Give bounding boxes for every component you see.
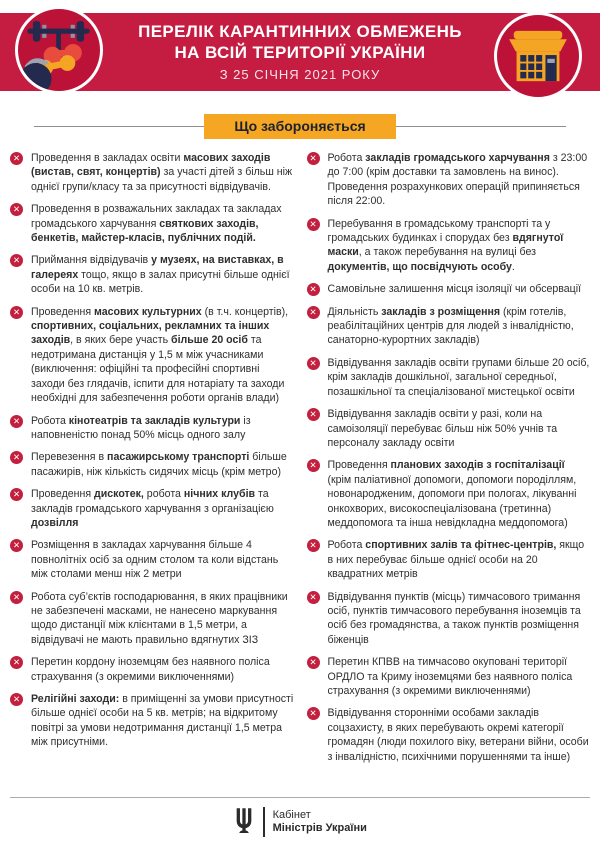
- restriction-item: [307, 538, 591, 581]
- restriction-item: [307, 305, 591, 348]
- restriction-item: [307, 217, 591, 275]
- restriction-item: [307, 151, 591, 209]
- restriction-item: [10, 450, 294, 479]
- page-subtitle: З 25 СІЧНЯ 2021 РОКУ: [219, 67, 381, 82]
- restriction-text: Проведення планових заходів з госпіталізації (крім паліативної допомоги, допомоги породіллям, новонародженим, допомоги при пологах, лікуванні онкохворих, високоспеціалізована (третинна) меддопомога та інша невідкладна меддопомога): [327, 459, 577, 529]
- left-column: [10, 151, 294, 797]
- restriction-item: [307, 590, 591, 648]
- header-banner: [0, 13, 600, 91]
- prohibited-icon: ✕: [10, 539, 23, 552]
- page-title-line2: НА ВСІЙ ТЕРИТОРІЇ УКРАЇНИ: [174, 43, 426, 62]
- restriction-text: Робота суб’єктів господарювання, в яких працівники не забезпечені масками, не нанесено маркування щодо дистанції між клієнтами в 1,5 метри, а відвідувачі не мають правильно вдягнутих ЗІЗ: [31, 590, 288, 646]
- restriction-text: Самовільне залишення місця ізоляції чи обсервації: [327, 283, 582, 296]
- restriction-text: Робота спортивних залів та фітнес-центрів, якщо в них перебуває більше однієї особи на 20 квадратних метрів: [327, 539, 585, 581]
- prohibited-icon: ✕: [10, 488, 23, 501]
- restriction-text: Робота кінотеатрів та закладів культури із наповненістю понад 50% місць одного залу: [31, 414, 251, 441]
- prohibited-icon: ✕: [307, 591, 320, 604]
- prohibited-icon: ✕: [307, 306, 320, 319]
- footer-org-line1: Кабінет: [272, 808, 311, 821]
- restriction-text: Розміщення в закладах харчування більше 4 повнолітніх осіб за одним столом та коли відстань між столами менш ніж 2 метри: [31, 539, 279, 581]
- restriction-text: Перетин кордону іноземцям без наявного поліса страхування (з окремими виключеннями): [31, 656, 270, 683]
- restriction-item: [10, 538, 294, 581]
- prohibited-icon: ✕: [307, 656, 320, 669]
- restriction-text: Перебування в громадському транспорті та у громадських будинках і спорудах без вдягнутої маски, а також перебування на вулиці без документів, що посвідчують особу.: [327, 217, 564, 273]
- restriction-item: [10, 590, 294, 648]
- prohibited-icon: ✕: [10, 415, 23, 428]
- restriction-item: [10, 202, 294, 245]
- restriction-text: Проведення дискотек, робота нічних клубів та закладів громадського харчування з організацією дозвілля: [31, 488, 274, 529]
- restriction-text: Відвідування закладів освіти групами більше 20 осіб, крім закладів дошкільної, загальної середньої, позашкільної та спеціалізованої мистецької освіти: [327, 356, 590, 398]
- header-titles: [120, 21, 480, 82]
- footer-divider: [263, 807, 265, 837]
- prohibited-icon: ✕: [10, 254, 23, 267]
- footer: [10, 797, 590, 849]
- prohibited-icon: ✕: [307, 408, 320, 421]
- restriction-item: [10, 253, 294, 296]
- restriction-text: Перетин КПВВ на тимчасово окуповані території ОРДЛО та Криму іноземцями без наявного поліса страхування (з окремими виключеннями): [327, 656, 573, 697]
- restriction-item: [10, 151, 294, 194]
- restriction-text: Приймання відвідувачів у музеях, на виставках, в галереях тощо, якщо в залах присутні більше однієї особи на 10 кв. метрів.: [31, 254, 290, 296]
- prohibited-icon: ✕: [307, 218, 320, 231]
- prohibited-icon: ✕: [10, 656, 23, 669]
- restriction-item: [307, 282, 591, 296]
- prohibited-icon: ✕: [10, 451, 23, 464]
- footer-org-line2: Міністрів України: [272, 822, 367, 834]
- restriction-text: Відвідування сторонніми особами закладів соцзахисту, в яких перебувають окремі категорії громадян (люди похилого віку, ветерани війни, особи з інвалідністю, психічними порушеннями та інше): [327, 707, 589, 763]
- restriction-text: Відвідування закладів освіти у разі, коли на самоізоляції перебуває більш ніж 50% учнів та персоналу закладу освіти: [327, 408, 558, 449]
- prohibited-icon: ✕: [307, 283, 320, 296]
- prohibited-icon: ✕: [10, 306, 23, 319]
- restriction-item: [307, 458, 591, 530]
- restriction-text: Релігійні заходи: в приміщенні за умови присутності більше однієї особи на 5 кв. метрів; на відкритому повітрі за умови недотримання дистанції 1,5 метра між присутніми.: [31, 693, 294, 749]
- restriction-text: Перевезення в пасажирському транспорті більше пасажирів, ніж кількість сидячих місць (крім метро): [31, 451, 287, 478]
- restriction-text: Відвідування пунктів (місць) тимчасового тримання осіб, пунктів тимчасового перебування іноземців та осіб без громадянства, а також пунктів розміщення біженців: [327, 590, 581, 646]
- prohibited-icon: ✕: [10, 591, 23, 604]
- gym-equipment-icon: [15, 6, 103, 94]
- restriction-item: [307, 706, 591, 764]
- section-head: [0, 114, 600, 139]
- restriction-item: [307, 655, 591, 698]
- restriction-text: Робота закладів громадського харчування з 23:00 до 7:00 (крім доставки та замовлень на винос). Проведення розрахункових операцій припиняється після 22:00.: [327, 152, 588, 208]
- restriction-text: Проведення масових культурних (в т.ч. концертів), спортивних, соціальних, рекламних та інших заходів, в яких бере участь більше 20 осіб та недотримана дистанція у 1,5 м між учасниками (виключення: офіційні та професійні спортивні заходи без глядачів, іспити для нотаріату та заходи необхідні для забезпечення роботи органів влади): [31, 305, 289, 405]
- footer-org: [273, 809, 367, 836]
- restriction-item: [10, 655, 294, 684]
- page-title-line1: ПЕРЕЛІК КАРАНТИННИХ ОБМЕЖЕНЬ: [138, 22, 462, 41]
- restriction-item: [10, 692, 294, 750]
- prohibited-icon: ✕: [307, 707, 320, 720]
- right-column: [307, 151, 591, 797]
- tryzub-icon: [233, 807, 255, 837]
- prohibited-icon: ✕: [10, 152, 23, 165]
- storefront-icon: [494, 12, 582, 100]
- restriction-text: Діяльність закладів з розміщення (крім готелів, реабілітаційних центрів для людей з інвалідністю, санаторно-курортних закладів): [327, 305, 574, 347]
- restriction-item: [307, 407, 591, 450]
- prohibited-icon: ✕: [307, 539, 320, 552]
- restriction-item: [10, 487, 294, 530]
- restriction-item: [10, 414, 294, 443]
- restriction-text: Проведення в закладах освіти масових заходів (вистав, свят, концертів) за участі дітей з більш ніж однієї групи/класу та за присутності відвідувачів.: [31, 152, 293, 193]
- restriction-text: Проведення в розважальних закладах та закладах громадського харчування святкових заходів, бенкетів, майстер-класів, публічних подій.: [31, 203, 282, 245]
- restriction-item: [10, 305, 294, 406]
- restriction-item: [307, 356, 591, 399]
- section-badge: Що забороняється: [204, 114, 396, 139]
- prohibited-icon: ✕: [307, 357, 320, 370]
- prohibited-icon: ✕: [307, 152, 320, 165]
- prohibited-icon: ✕: [10, 693, 23, 706]
- prohibited-icon: ✕: [10, 203, 23, 216]
- restrictions-list: [0, 139, 600, 797]
- prohibited-icon: ✕: [307, 459, 320, 472]
